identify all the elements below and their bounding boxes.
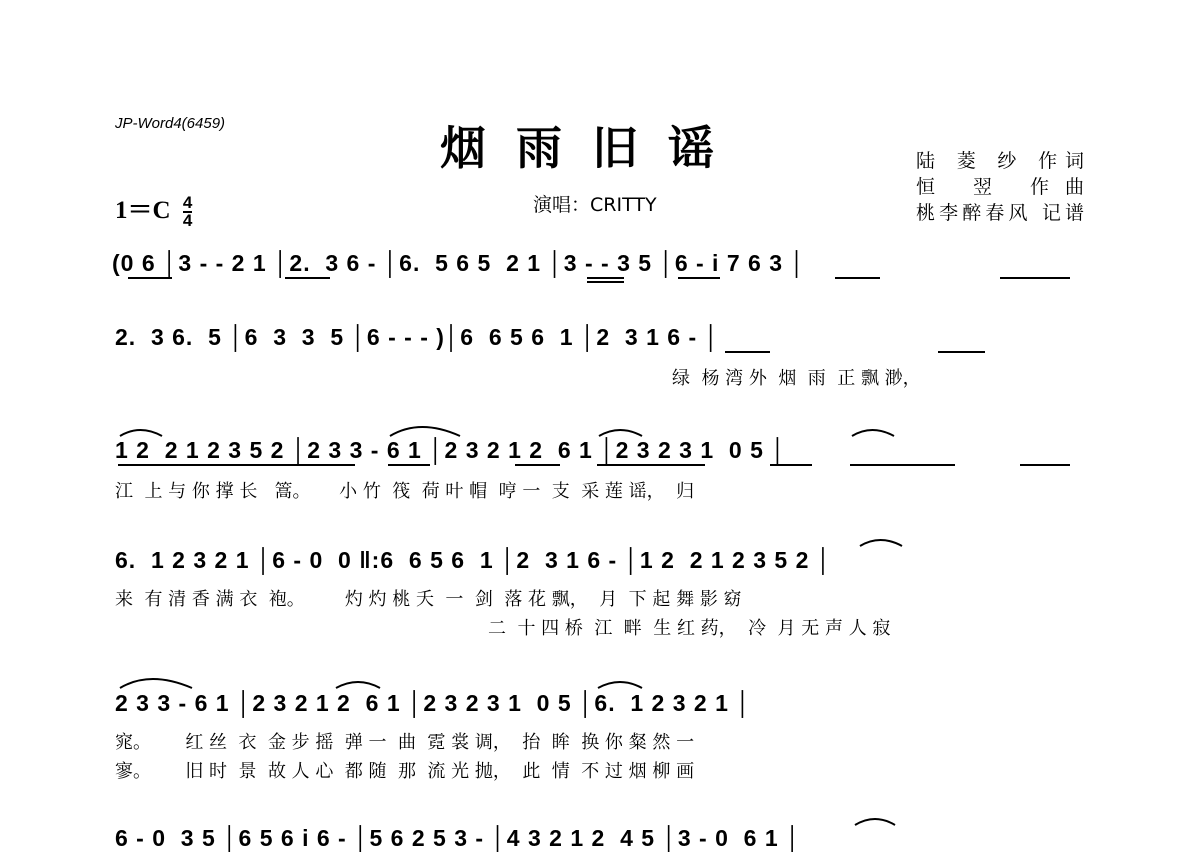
key-label: 1＝C bbox=[115, 197, 171, 224]
time-signature-top: 4 bbox=[182, 193, 193, 213]
composer-credit: 恒 翌 作曲 bbox=[916, 176, 1084, 198]
slur-mark bbox=[120, 430, 162, 436]
time-signature-bottom: 4 bbox=[182, 211, 193, 231]
slur-mark bbox=[852, 430, 894, 436]
score-line-6: 6 - 0 3 5 │6 5 6 i 6 - │5 6 2 5 3 - │4 3 2 1 2 4 5 │3 - 0 6 1 │ bbox=[115, 825, 802, 851]
lyric-line-4-verse-1: 来 有 清 香 满 衣 袍。 灼 灼 桃 夭 一 剑 落 花 飘， 月 下 起 舞 影 窈 bbox=[115, 589, 742, 610]
score-line-3: 1 2 2 1 2 3 5 2 │2 3 3 - 6 1 │2 3 2 1 2 6 1 │2 3 2 3 1 0 5 │ bbox=[115, 437, 787, 463]
score-line-5: 2 3 3 - 6 1 │2 3 2 1 2 6 1 │2 3 2 3 1 0 5 │6. 1 2 3 2 1 │ bbox=[115, 690, 752, 716]
score-line-1: (0 6 │3 - - 2 1 │2. 3 6 - │6. 5 6 5 2 1 │3 - - 3 5 │6 - i 7 6 3 │ bbox=[112, 250, 806, 276]
slur-mark bbox=[598, 682, 642, 688]
lyricist-credit: 陆 菱 纱 作词 bbox=[916, 150, 1084, 172]
lyric-line-3: 江 上 与 你 撑 长 篙。 小 竹 筏 荷 叶 帽 哼 一 支 采 莲 谣， 归 bbox=[115, 481, 695, 502]
score-line-4: 6. 1 2 3 2 1 │6 - 0 0 ‖:6 6 5 6 1 │2 3 1 6 - │1 2 2 1 2 3 5 2 │ bbox=[115, 547, 833, 573]
slur-mark bbox=[855, 819, 895, 825]
score-line-2: 2. 3 6. 5 │6 3 3 5 │6 - - - )│6 6 5 6 1 │2 3 1 6 - │ bbox=[115, 324, 720, 350]
transcriber-credit: 桃李醉春风 记谱 bbox=[916, 202, 1084, 224]
lyric-line-2: 绿 杨 湾 外 烟 雨 正 飘 渺， bbox=[672, 368, 921, 389]
song-title: 烟雨旧谣 bbox=[440, 121, 744, 175]
slur-mark bbox=[390, 427, 460, 436]
slur-mark bbox=[599, 430, 642, 436]
slur-mark bbox=[860, 540, 902, 546]
software-source-label: JP-Word4(6459) bbox=[115, 115, 226, 132]
lyric-line-4-verse-2: 二 十 四 桥 江 畔 生 红 药， 冷 月 无 声 人 寂 bbox=[488, 618, 891, 639]
slur-mark bbox=[120, 679, 192, 688]
slur-mark bbox=[336, 682, 380, 688]
lyric-line-5-verse-2: 寥。 旧 时 景 故 人 心 都 随 那 流 光 抛， 此 情 不 过 烟 柳 画 bbox=[115, 761, 695, 782]
singer-credit: 演唱：CRITTY bbox=[533, 194, 657, 216]
lyric-line-5-verse-1: 窕。 红 丝 衣 金 步 摇 弹 一 曲 霓 裳 调， 抬 眸 换 你 粲 然 一 bbox=[115, 732, 695, 753]
